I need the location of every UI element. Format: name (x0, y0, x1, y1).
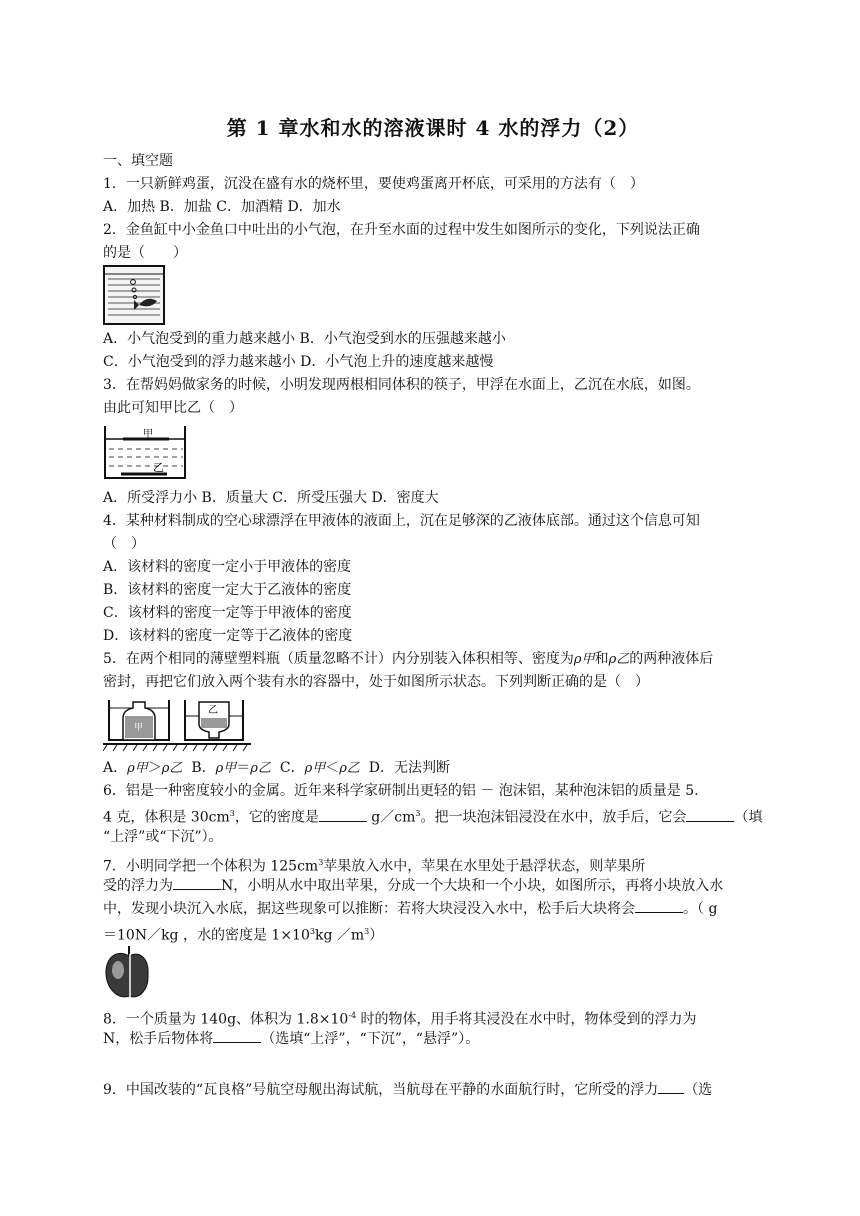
rho-jia-symbol: ρ甲 (127, 761, 148, 776)
q8-text-d: （选填“上浮”，“下沉”，“悬浮”）。 (261, 1031, 480, 1047)
fig5-label-jia: 甲 (134, 723, 144, 733)
rho-yi-symbol: ρ乙 (339, 761, 360, 776)
q2-stem-line2: 的是（ ） (103, 245, 187, 261)
q4-option-a: A．该材料的密度一定小于甲液体的密度 (103, 559, 352, 575)
q6-text-b: ，它的密度是 (234, 809, 319, 826)
q7-text-f: 。（ g (683, 901, 718, 917)
rho-jia-symbol: ρ甲 (215, 761, 237, 776)
less-than: ＜ (325, 760, 340, 776)
q7-text-a: 7．小明同学把一个体积为 125cm (103, 858, 319, 875)
q2-options-cd: C．小气泡受到的浮力越来越小 D．小气泡上升的速度越来越慢 (103, 354, 494, 370)
q5-option-a-label: A． (103, 760, 128, 776)
q3-stem-line1: 3．在帮妈妈做家务的时候，小明发现两根相同体积的筷子，甲浮在水面上，乙沉在水底，如图。 (103, 377, 700, 393)
equals: ＝ (236, 760, 251, 776)
q5-option-c-label: C． (279, 760, 305, 776)
q9-text-a: 9．中国改装的“瓦良格”号航空母舰出海试航，当航母在平静的水面航行时，它所受的浮力 (103, 1082, 659, 1098)
bottles-figure (103, 694, 253, 754)
superscript: 3 (318, 858, 324, 867)
q7-text-h: kg ／m (314, 927, 365, 944)
answer-blank[interactable] (658, 1079, 684, 1094)
apple-figure (103, 944, 151, 1002)
q7-text-g: ＝10N／kg ，水的密度是 1×10 (103, 927, 310, 944)
q5-option-d: D．无法判断 (368, 760, 451, 776)
answer-blank[interactable] (173, 875, 221, 890)
q4-option-d: D．该材料的密度一定等于乙液体的密度 (103, 628, 353, 644)
q2-stem-line1: 2．金鱼缸中小金鱼口中吐出的小气泡，在升至水面的过程中发生如图所示的变化，下列说法正确 (103, 222, 700, 238)
q5-stem-part1: 5．在两个相同的薄壁塑料瓶（质量忽略不计）内分别装入体积相等、密度为 (103, 651, 574, 667)
q6-line1: 6．铝是一种密度较小的金属。近年来科学家研制出更轻的铝 － 泡沫铝，某种泡沫铝的质量是 5. (103, 783, 699, 799)
fig-label-yi: 乙 (153, 461, 164, 474)
q6-text-d: 。把一块泡沫铝浸没在水中，放手后，它会 (420, 809, 687, 826)
rho-yi-symbol: ρ乙 (608, 652, 630, 667)
superscript: -4 (348, 1011, 357, 1020)
answer-blank[interactable] (319, 807, 367, 822)
superscript: 3 (364, 927, 370, 936)
q7-text-d: N，小明从水中取出苹果，分成一个大块和一个小块，如图所示，再将小块放入水 (221, 878, 724, 894)
q8-line1 (103, 1005, 697, 1031)
q1-options: A．加热 B．加盐 C．加酒精 D．加水 (103, 199, 341, 215)
q4-stem-line2: （ ） (103, 536, 145, 552)
q5-options (103, 757, 450, 780)
q7-line4 (103, 921, 383, 947)
section-heading: 一、填空题 (103, 153, 173, 169)
superscript: 3 (229, 809, 235, 818)
answer-blank[interactable] (686, 807, 734, 822)
q5-option-b-label: B． (191, 760, 216, 776)
q7-line3 (103, 898, 717, 920)
q6-text-a: 4 克，体积是 30cm (103, 809, 230, 826)
fig-label-jia: 甲 (143, 429, 153, 440)
superscript: 3 (309, 927, 315, 936)
q3-options: A．所受浮力小 B．质量大 C．所受压强大 D．密度大 (103, 490, 439, 506)
fig5-label-yi: 乙 (208, 705, 218, 716)
rho-yi-symbol: ρ乙 (161, 761, 183, 776)
chopsticks-figure (103, 424, 187, 480)
q9-text-b: （选 (684, 1082, 713, 1098)
q5-stem-line2: 密封，再把它们放入两个装有水的容器中，处于如图所示状态。下列判断正确的是（ ） (103, 674, 649, 690)
q2-options-ab: A．小气泡受到的重力越来越小 B．小气泡受到水的压强越来越小 (103, 331, 506, 347)
rho-jia-symbol: ρ甲 (304, 761, 326, 776)
q6-text-e: （填 (734, 809, 763, 826)
q7-text-i: ） (369, 927, 384, 944)
q5-and: 和 (594, 651, 609, 667)
q4-option-b: B．该材料的密度一定大于乙液体的密度 (103, 582, 352, 598)
q6-line2 (103, 803, 762, 829)
q1-stem: 1．一只新鲜鸡蛋，沉没在盛有水的烧杯里，要使鸡蛋离开杯底，可采用的方法有（ ） (103, 176, 644, 192)
answer-blank[interactable] (213, 1028, 261, 1043)
rho-jia-symbol: ρ甲 (573, 652, 595, 667)
q8-text-a: 8．一个质量为 140g、体积为 1.8×10 (103, 1011, 349, 1028)
q6-text-c: g／cm (366, 809, 416, 826)
q4-stem-line1: 4．某种材料制成的空心球漂浮在甲液体的液面上，沉在足够深的乙液体底部。通过这个信息可知 (103, 513, 700, 529)
superscript: 3 (415, 809, 421, 818)
q7-text-e: 中，发现小块沉入水底，据这些现象可以推断：若将大块浸没入水中，松手后大块将会 (103, 901, 635, 917)
q7-text-c: 受的浮力为 (103, 878, 173, 894)
q4-option-c: C．该材料的密度一定等于甲液体的密度 (103, 605, 352, 621)
q9-line1 (103, 1079, 712, 1101)
answer-blank[interactable] (635, 898, 683, 913)
greater-than: ＞ (147, 760, 162, 776)
q7-line2 (103, 875, 723, 897)
q3-stem-line2: 由此可知甲比乙（ ） (103, 400, 243, 416)
q7-line1 (103, 852, 645, 878)
q5-stem-line1 (103, 648, 713, 671)
q6-line3: “上浮”或“下沉”）。 (103, 829, 223, 845)
q8-text-b: 时的物体，用手将其浸没在水中时，物体受到的浮力为 (356, 1011, 697, 1028)
q7-text-b: 苹果放入水中，苹果在水里处于悬浮状态，则苹果所 (323, 858, 646, 875)
q8-line2 (103, 1028, 479, 1050)
q5-stem-part2: 的两种液体后 (629, 651, 714, 667)
page-title: 第 1 章水和水的溶液课时 4 水的浮力（2） (226, 116, 640, 140)
fish-tank-figure (103, 265, 165, 325)
rho-yi-symbol: ρ乙 (250, 761, 271, 776)
q8-text-c: N，松手后物体将 (103, 1031, 214, 1047)
